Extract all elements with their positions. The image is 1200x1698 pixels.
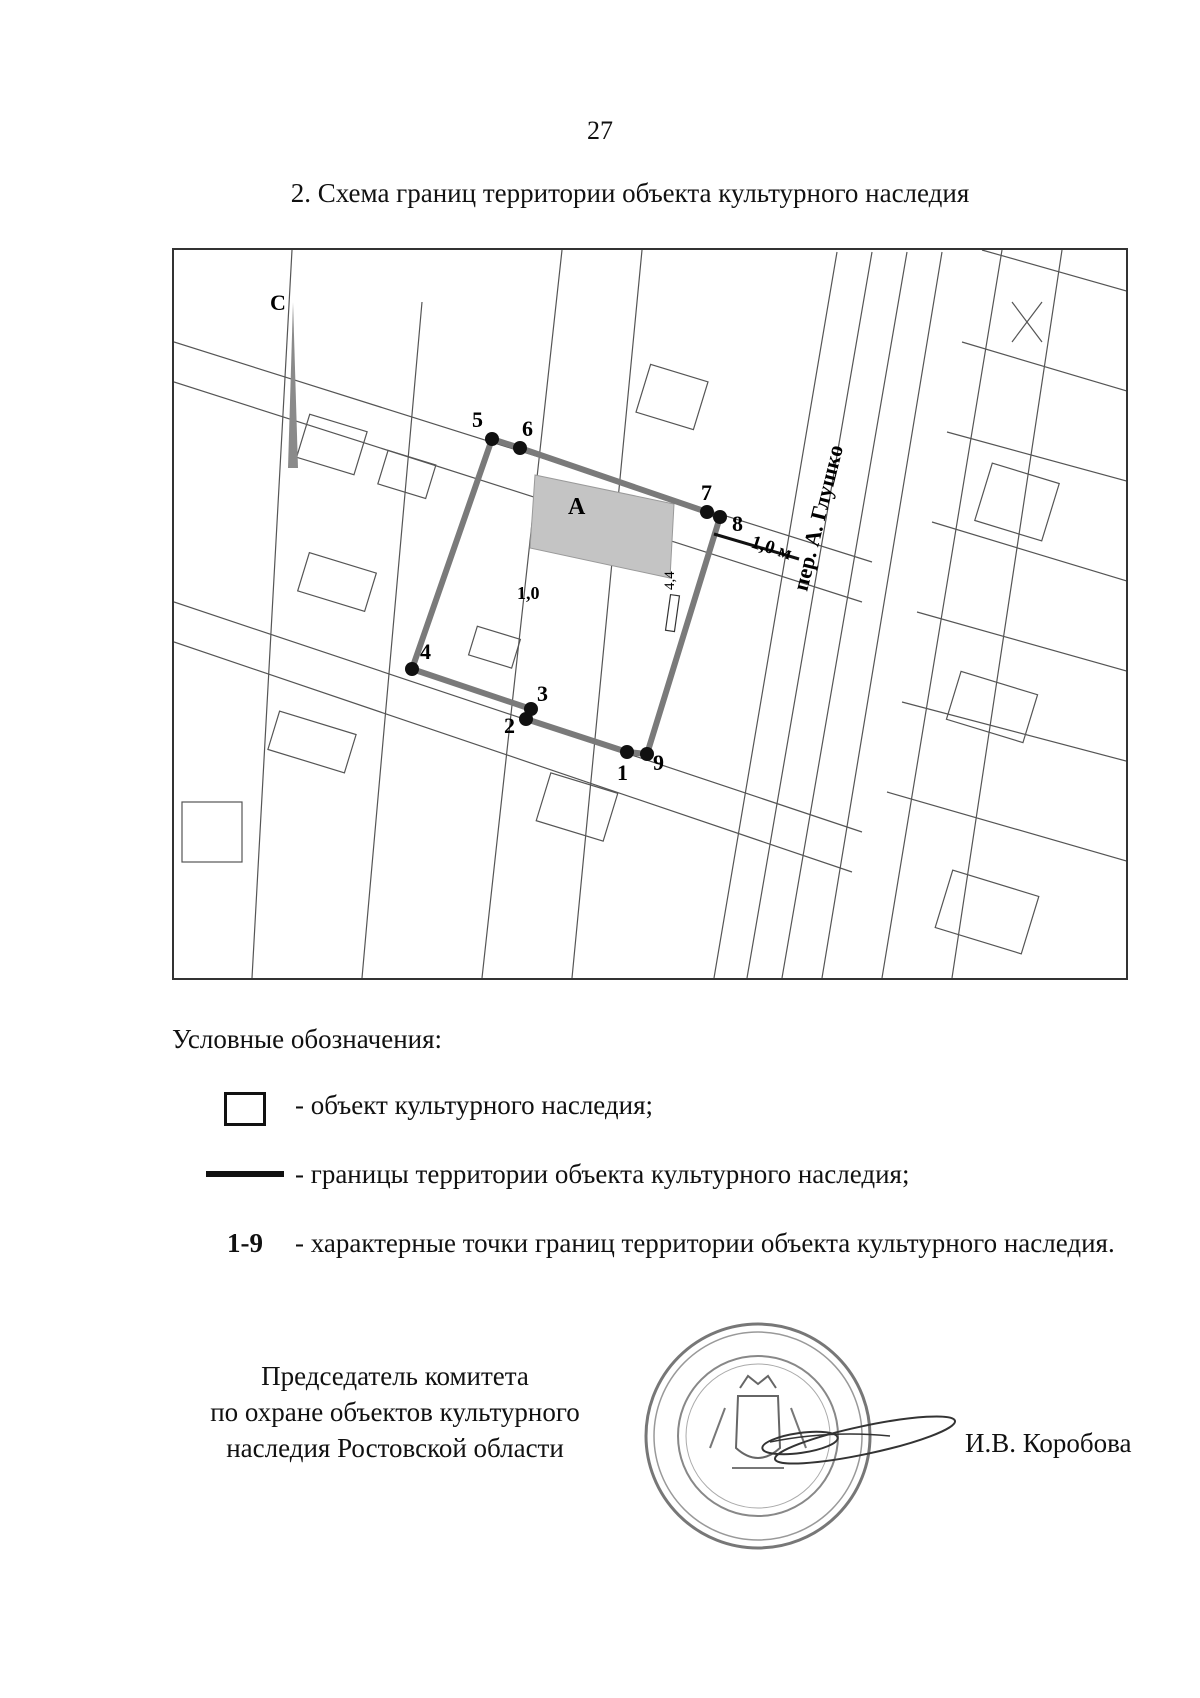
- boundary-point-label-3: 3: [537, 681, 548, 706]
- boundary-point-label-8: 8: [732, 511, 743, 536]
- scheme-title: 2. Схема границ территории объекта культурного наследия: [290, 178, 970, 208]
- boundary-point-label-7: 7: [701, 480, 712, 505]
- object-symbol-icon: [224, 1092, 266, 1126]
- boundary-point-label-6: 6: [522, 416, 533, 441]
- narrow-parcel: [666, 595, 680, 632]
- small-label-2: 4,4: [662, 571, 678, 590]
- small-label-1: 1,0: [517, 583, 540, 603]
- signatory-position: [185, 1358, 605, 1466]
- legend-item-object: [195, 1088, 1130, 1126]
- boundary-point-9: [640, 747, 654, 761]
- signatory-line: по охране объектов культурного: [210, 1397, 580, 1427]
- signatory-line: наследия Ростовской области: [226, 1433, 564, 1463]
- boundary-map: [172, 248, 1128, 980]
- boundary-point-5: [485, 432, 499, 446]
- north-arrow-icon: [288, 302, 298, 468]
- boundary-symbol-icon: [206, 1171, 284, 1177]
- boundary-point-1: [620, 745, 634, 759]
- boundary-point-label-1: 1: [617, 760, 628, 785]
- boundary-point-label-9: 9: [653, 750, 664, 775]
- cadastral-base-map: [174, 250, 1126, 978]
- signer-name: И.В. Коробова: [965, 1428, 1132, 1458]
- boundary-point-label-2: 2: [504, 713, 515, 738]
- signatory-line: Председатель комитета: [261, 1361, 529, 1391]
- map-canvas: [174, 250, 1126, 978]
- boundary-point-3: [524, 702, 538, 716]
- points-symbol-label: 1-9: [227, 1228, 263, 1258]
- legend-heading: Условные обозначения:: [172, 1024, 443, 1054]
- distance-label: 1,0 м: [748, 531, 795, 565]
- north-label: С: [270, 290, 286, 315]
- boundary-point-7: [700, 505, 714, 519]
- boundary-point-label-4: 4: [420, 639, 431, 664]
- legend-text: - характерные точки границ территории объекта культурного наследия.: [295, 1228, 1115, 1258]
- boundary-point-6: [513, 441, 527, 455]
- page-number: 27: [587, 116, 613, 145]
- boundary-point-4: [405, 662, 419, 676]
- legend-item-boundary: [195, 1157, 1130, 1191]
- legend-text: - объект культурного наследия;: [295, 1090, 654, 1120]
- official-seal-icon: [640, 1318, 960, 1558]
- object-label: А: [568, 494, 586, 520]
- boundary-point-8: [713, 510, 727, 524]
- boundary-point-label-5: 5: [472, 407, 483, 432]
- legend-item-points: [195, 1226, 1130, 1260]
- legend-text: - границы территории объекта культурного наследия;: [295, 1159, 910, 1189]
- street-label: пер. А. Глушко: [787, 442, 848, 594]
